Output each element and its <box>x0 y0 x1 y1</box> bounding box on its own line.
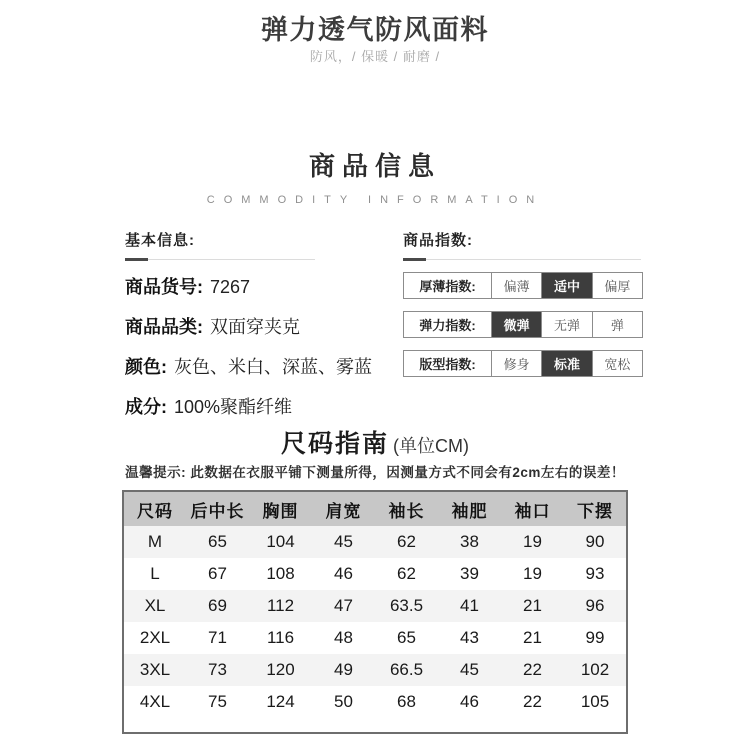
size-table-cell: 46 <box>460 692 479 711</box>
size-guide-title <box>0 424 750 460</box>
basic-info-panel <box>125 229 417 420</box>
size-table-cell: 65 <box>397 628 416 647</box>
index-row-label: 弹力指数: <box>404 312 492 337</box>
size-table-cell: 73 <box>186 654 249 686</box>
info-label: 商品货号: <box>125 277 203 297</box>
size-table-cell: 45 <box>438 654 501 686</box>
info-label: 商品品类: <box>125 317 203 337</box>
size-table-cell: 19 <box>523 564 542 583</box>
size-table-cell: 96 <box>564 590 627 622</box>
size-table-cell: 66.5 <box>375 654 438 686</box>
size-table-cell: 22 <box>501 654 564 686</box>
divider <box>125 259 315 260</box>
size-guide-note: 温馨提示: 此数据在衣服平铺下测量所得，因测量方式不同会有2cm左右的误差！ <box>125 465 625 480</box>
size-table-header-cell: 肩宽 <box>312 491 375 526</box>
info-row-item-no <box>125 274 417 300</box>
size-table-cell: 67 <box>208 564 227 583</box>
size-table-cell: M <box>123 526 186 558</box>
info-label: 颜色: <box>125 357 167 377</box>
size-table-cell: 62 <box>397 564 416 583</box>
index-option: 无弹 <box>542 312 592 337</box>
size-table-cell: 3XL <box>123 654 186 686</box>
size-table-row <box>123 590 627 622</box>
size-table-cell: 48 <box>334 628 353 647</box>
size-table-cell: 50 <box>334 692 353 711</box>
size-table-cell: 69 <box>186 590 249 622</box>
info-value: 灰色、米白、深蓝、雾蓝 <box>174 357 372 377</box>
size-table-header-cell: 下摆 <box>564 491 627 526</box>
size-table-spacer-row <box>123 718 627 733</box>
size-table-row <box>123 526 627 558</box>
size-table <box>122 490 628 734</box>
size-table-header-cell: 袖肥 <box>438 491 501 526</box>
size-table-header-cell: 尺码 <box>123 491 186 526</box>
size-guide-title-text: 尺码指南 <box>281 430 390 458</box>
product-index-heading: 商品指数: <box>403 232 473 249</box>
info-value: 7267 <box>210 277 251 297</box>
index-row-thickness <box>403 272 643 299</box>
size-table-cell: 108 <box>266 564 295 583</box>
product-index-panel <box>403 229 643 377</box>
size-table-cell: 21 <box>523 628 542 647</box>
basic-info-heading: 基本信息: <box>125 232 195 249</box>
size-table-cell: 19 <box>501 526 564 558</box>
size-table-cell: 45 <box>312 526 375 558</box>
info-label: 成分: <box>125 397 167 417</box>
index-option: 偏厚 <box>604 279 631 294</box>
info-row-category <box>125 314 417 340</box>
info-row-composition <box>125 394 417 420</box>
index-option: 宽松 <box>604 357 631 372</box>
index-option-selected: 微弹 <box>492 312 542 337</box>
info-value: 双面穿夹克 <box>210 317 300 337</box>
index-row-label: 版型指数: <box>404 351 492 376</box>
size-table-cell: 43 <box>460 628 479 647</box>
size-table-row <box>123 654 627 686</box>
size-table-cell: 102 <box>564 654 627 686</box>
size-table-cell: 116 <box>266 628 295 647</box>
size-table-cell: 39 <box>460 564 479 583</box>
size-table-header-cell: 袖口 <box>501 491 564 526</box>
size-table-cell: 4XL <box>139 692 171 711</box>
index-option-selected: 标准 <box>542 351 592 376</box>
size-table-cell: 120 <box>249 654 312 686</box>
size-table-cell: L <box>150 564 160 583</box>
size-table-cell: 62 <box>375 526 438 558</box>
info-value: 100%聚酯纤维 <box>174 397 293 417</box>
size-table-cell: 2XL <box>139 628 171 647</box>
size-guide-unit: (单位CM) <box>393 436 469 456</box>
index-row-fit <box>403 350 643 377</box>
size-table-cell: 71 <box>208 628 227 647</box>
size-table-cell: 105 <box>580 692 610 711</box>
size-table-cell: 22 <box>523 692 542 711</box>
size-table-cell: 75 <box>208 692 227 711</box>
size-table-header-cell: 后中长 <box>186 491 249 526</box>
index-option: 修身 <box>492 351 542 376</box>
index-option-selected: 适中 <box>542 273 592 298</box>
size-table-cell: 99 <box>585 628 605 647</box>
size-table-cell: 68 <box>397 692 416 711</box>
size-table-cell: 49 <box>312 654 375 686</box>
size-table-cell: 38 <box>438 526 501 558</box>
size-table-cell: 21 <box>501 590 564 622</box>
section-caption: COMMODITY INFORMATION <box>206 194 544 206</box>
index-option: 弹 <box>610 318 624 333</box>
size-table-cell: 63.5 <box>375 590 438 622</box>
index-option: 偏薄 <box>492 273 542 298</box>
divider <box>403 259 641 260</box>
size-table-cell: 65 <box>186 526 249 558</box>
index-row-elasticity <box>403 311 643 338</box>
size-table-cell: 41 <box>438 590 501 622</box>
page-subtitle: 防风，/ 保暖 / 耐磨 / <box>309 49 441 64</box>
size-table-header-cell: 胸围 <box>249 491 312 526</box>
size-table-wrap <box>122 490 628 734</box>
size-table-cell: 47 <box>312 590 375 622</box>
size-table-cell: 90 <box>564 526 627 558</box>
size-table-cell: 104 <box>249 526 312 558</box>
size-table-cell: 46 <box>334 564 353 583</box>
info-row-colors <box>125 354 417 380</box>
size-table-header-cell: 袖长 <box>375 491 438 526</box>
size-table-cell: 112 <box>249 590 312 622</box>
index-row-label: 厚薄指数: <box>404 273 492 298</box>
size-table-row <box>123 686 627 718</box>
size-table-row <box>123 622 627 654</box>
section-title: 商品信息 <box>308 151 441 181</box>
size-table-header-row <box>123 491 627 526</box>
page-title: 弹力透气防风面料 <box>261 15 489 45</box>
size-table-cell: 124 <box>266 692 295 711</box>
size-table-cell: XL <box>123 590 186 622</box>
size-table-cell: 93 <box>585 564 605 583</box>
size-table-row <box>123 558 627 590</box>
